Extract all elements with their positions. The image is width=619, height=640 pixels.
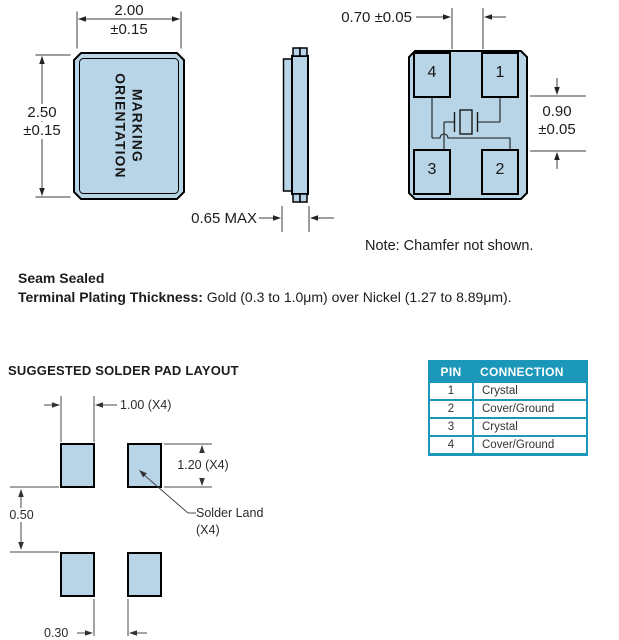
pin-label-3: 3 xyxy=(427,161,437,178)
pin-cell: 2 xyxy=(430,399,472,417)
pad-width-dim: 1.00 (X4) xyxy=(120,398,172,412)
side-body xyxy=(292,56,308,194)
header-connection: CONNECTION xyxy=(472,362,586,381)
marking-line1: MARKING xyxy=(129,89,146,163)
pin-cell: 3 xyxy=(430,417,472,435)
pad-height-dim: 1.20 (X4) xyxy=(172,458,234,472)
pin-view-pad-gap: 0.70 ±0.05 xyxy=(341,9,412,26)
connection-cell: Crystal xyxy=(472,381,586,399)
table-row xyxy=(430,435,586,453)
pin-view-pad-height-tolerance: ±0.05 xyxy=(538,121,576,138)
table-row xyxy=(430,381,586,399)
table-header-row xyxy=(430,362,586,381)
table-row xyxy=(430,417,586,435)
side-view-drawing xyxy=(259,48,334,232)
crystal-symbol xyxy=(460,110,472,134)
top-view-height-tolerance: ±0.15 xyxy=(14,122,70,139)
top-view-height-value: 2.50 xyxy=(18,104,66,121)
marking-orientation xyxy=(74,52,184,200)
chamfer-note: Note: Chamfer not shown. xyxy=(365,238,534,254)
top-view-width-value: 2.00 xyxy=(114,2,144,19)
solder-land-count: (X4) xyxy=(196,523,220,537)
pin-label-1: 1 xyxy=(495,64,505,81)
connection-cell: Crystal xyxy=(472,417,586,435)
plating-value: Gold (0.3 to 1.0μm) over Nickel (1.27 to 8.89μm). xyxy=(202,289,512,305)
side-view-thickness: 0.65 MAX xyxy=(191,210,257,227)
horizontal-gap-dim: 0.30 xyxy=(44,626,69,640)
connection-cell: Cover/Ground xyxy=(472,399,586,417)
pin-label-2: 2 xyxy=(495,161,505,178)
solder-land-label: Solder Land xyxy=(196,506,264,520)
pin-cell: 4 xyxy=(430,435,472,453)
plating-line xyxy=(18,289,512,305)
marking-line2: ORIENTATION xyxy=(113,73,129,179)
pin-view-pad-height-value: 0.90 xyxy=(542,103,572,120)
plating-label: Terminal Plating Thickness: xyxy=(18,289,203,305)
pad-layout-drawing xyxy=(10,396,212,636)
pin-cell: 1 xyxy=(430,381,472,399)
vertical-gap-dim: 0.50 xyxy=(5,508,38,522)
header-pin: PIN xyxy=(430,362,472,381)
seam-sealed-text: Seam Sealed xyxy=(18,270,105,286)
pin-connection-table xyxy=(428,360,588,456)
connection-cell: Cover/Ground xyxy=(472,435,586,453)
pad-layout-title: SUGGESTED SOLDER PAD LAYOUT xyxy=(8,363,239,378)
pin-label-4: 4 xyxy=(427,64,437,81)
top-view-width-tolerance: ±0.15 xyxy=(110,21,148,38)
table-row xyxy=(430,399,586,417)
